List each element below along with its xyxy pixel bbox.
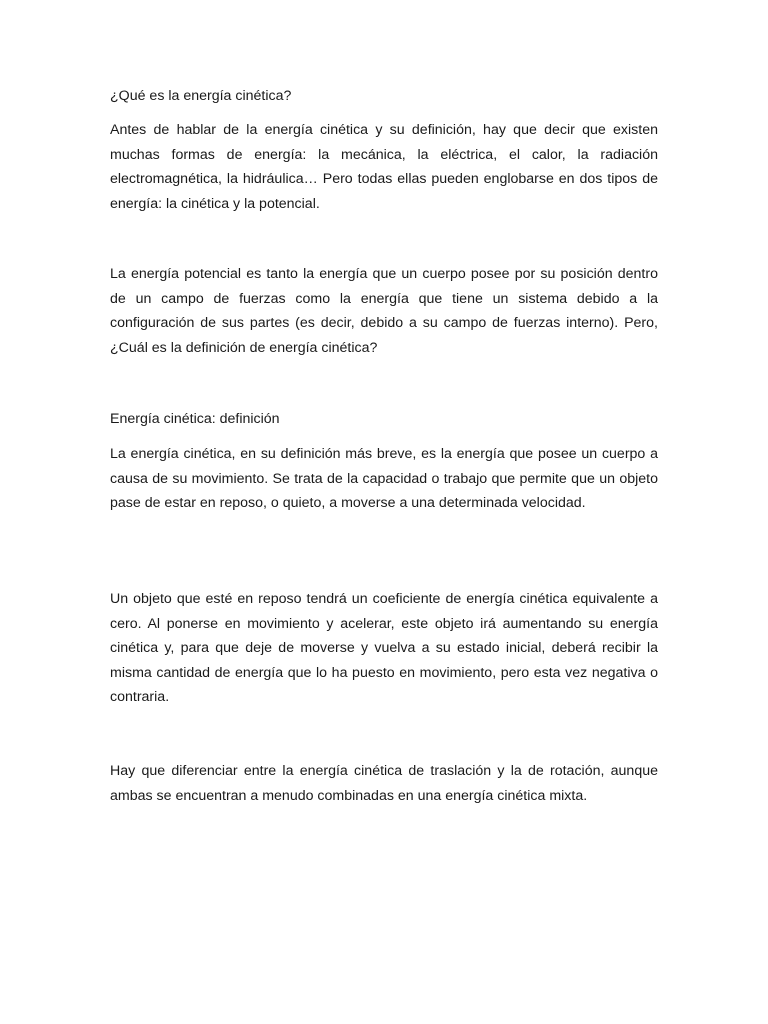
- paragraph-formas-de-energia: Antes de hablar de la energía cinética y su definición, hay que decir que existen muchas formas de energía: la mecánica, la eléctrica, el calor, la radiación electromagnética, la hidráulica… Pero todas ellas pueden englobarse en dos tipos de energía: la cinética y la potencial.: [110, 122, 658, 212]
- heading-que-es-energia-cinetica: ¿Qué es la energía cinética?: [110, 88, 292, 104]
- paragraph-energia-potencial: La energía potencial es tanto la energía que un cuerpo posee por su posición dentro de un campo de fuerzas como la energía que tiene un sistema debido a la configuración de sus partes (es decir, debido a su campo de fuerzas interno). Pero, ¿Cuál es la definición de energía cinética?: [110, 266, 658, 356]
- paragraph-objeto-en-reposo: Un objeto que esté en reposo tendrá un coeficiente de energía cinética equivalente a cero. Al ponerse en movimiento y acelerar, este objeto irá aumentando su energía cinética y, para que deje de moverse y vuelva a su estado inicial, deberá recibir la misma cantidad de energía que lo ha puesto en movimiento, pero esta vez negativa o contraria.: [110, 591, 658, 706]
- heading-definicion: Energía cinética: definición: [110, 411, 280, 427]
- paragraph-definicion: La energía cinética, en su definición más breve, es la energía que posee un cuerpo a causa de su movimiento. Se trata de la capacidad o trabajo que permite que un objeto pase de estar en reposo, o quieto, a moverse a una determinada velocidad.: [110, 446, 658, 512]
- paragraph-traslacion-rotacion: Hay que diferenciar entre la energía cinética de traslación y la de rotación, aunque ambas se encuentran a menudo combinadas en una energía cinética mixta.: [110, 763, 658, 804]
